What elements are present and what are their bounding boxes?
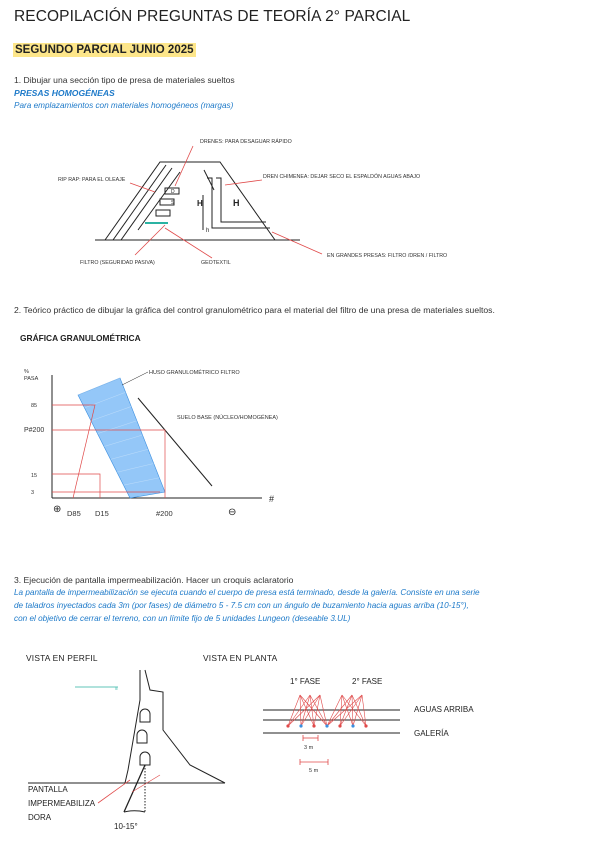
legend-filter: HUSO GRANULOMÉTRICO FILTRO [149,370,240,376]
dist-5m-label: 5 m [309,768,319,774]
axis-start-symbol: ⊕ [53,504,62,515]
vista-perfil-label: VISTA EN PERFIL [26,653,98,663]
profile-dam-downstream [145,670,225,783]
gallery-opening [137,730,147,743]
x-tick-label: D85 [67,509,81,518]
granulometric-chart [24,369,278,518]
label-dren-chimenea: DREN CHIMENEA: DEJAR SECO EL ESPALDÓN AGUAS ABAJO [263,174,421,180]
q1-answer-subtitle: Para emplazamientos con materiales homogéneos (margas) [14,101,234,110]
drain-pocket [156,210,170,216]
plan-view-diagram [263,710,400,733]
dam-d-label: D [171,189,175,195]
q3-answer-line: de taladros inyectados cada 3m (por fases) de diámetro 5 - 7.5 cm con un ángulo de buzamiento hacia aguas arriba (10-15°), [14,601,469,610]
guide-line [52,405,95,498]
q3-answer-line: con el objetivo de cerrar el terreno, con un límite fijo de 5 unidades Lungeon (deseable 3.UL) [14,614,351,623]
drill-point [299,724,302,727]
label-drenes: DRENES: PARA DESAGUAR RÁPIDO [200,139,292,145]
dist-3m-label: 3 m [304,745,314,751]
angle-label: 10-15° [114,822,138,831]
fase1-label: 1° FASE [290,677,321,686]
water-level-mark: ≡ [115,686,118,692]
drill-point [351,724,354,727]
drill-point [312,724,315,727]
riprap-line [121,168,172,240]
drill-point [338,724,341,727]
label-geotextil: GEOTEXTIL [201,260,231,266]
label-grandes-presas: EN GRANDES PRESAS: FILTRO /DREN / FILTRO [327,253,448,259]
chimney-drain-inner [216,178,266,222]
x-tick-label: D15 [95,509,109,518]
page-title: RECOPILACIÓN PREGUNTAS DE TEORÍA 2° PARCIAL [14,8,411,25]
x-tick-label: #200 [156,509,173,518]
q3-question: 3. Ejecución de pantalla impermeabilización. Hacer un croquis aclaratorio [14,575,294,585]
fase2-label: 2° FASE [352,677,383,686]
label-filtro: FILTRO (SEGURIDAD PASIVA) [80,260,155,266]
pantalla-label-2: IMPERMEABILIZA [28,799,96,808]
q2-question: 2. Teórico práctico de dibujar la gráfica del control granulométrico para el material del filtro de una presa de materiales sueltos. [14,305,495,315]
drill-point [286,724,289,727]
x-axis-label: # [269,494,275,504]
dam-h-label: H [197,199,203,208]
vista-planta-label: VISTA EN PLANTA [203,653,278,663]
legend-soil: SUELO BASE (NÚCLEO/HOMOGÉNEA) [177,415,278,421]
gallery-opening [140,752,150,765]
angle-arc [124,811,145,812]
label-rip-rap: RIP RAP: PARA EL OLEAJE [58,177,126,183]
q1-question: 1. Dibujar una sección tipo de presa de materiales sueltos [14,75,235,85]
y-tick-label: 85 [31,403,38,409]
axis-end-symbol: ⊖ [228,507,237,518]
y-axis-label: % [24,369,29,375]
pantalla-label-3: DORA [28,813,52,822]
q1-answer-title: PRESAS HOMOGÉNEAS [14,88,115,98]
section-heading: SEGUNDO PARCIAL JUNIO 2025 [15,44,194,56]
filter-band [78,378,165,498]
legend-filter-pointer [122,372,148,385]
galeria-label: GALERÍA [414,729,449,738]
aguas-arriba-label: AGUAS ARRIBA [414,705,474,714]
y-tick-label: 3 [31,490,35,496]
dam-hsmall-label: h [206,228,210,234]
dam-s-label: S [171,200,175,206]
drill-point [325,724,328,727]
y-axis-label: PASA [24,376,39,382]
dam-h-label-2: H [233,198,240,208]
gallery-opening [140,709,150,722]
plan-drill-rays [286,695,367,728]
drill-point [364,724,367,727]
q3-answer-line: La pantalla de impermeabilización se ejecuta cuando el cuerpo de presa está terminado, desde la galería. Consiste en una serie [14,588,480,597]
y-tick-label: 15 [31,473,38,479]
y-tick-label: P#200 [24,427,45,434]
profile-dam-upstream [125,670,140,783]
chart-heading: GRÁFICA GRANULOMÉTRICA [20,333,141,343]
pantalla-label-1: PANTALLA [28,785,68,794]
